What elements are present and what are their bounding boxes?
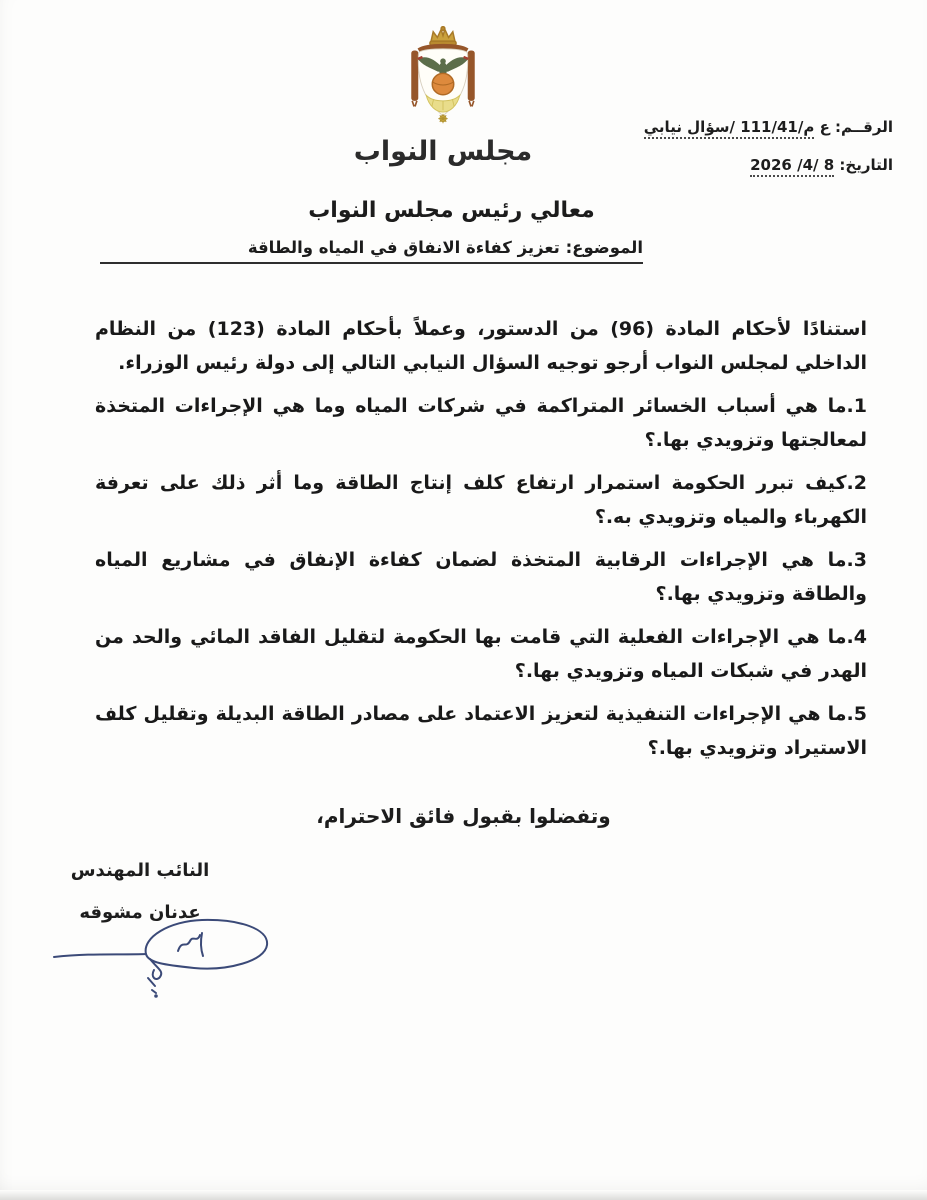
org-calligraphy: مجلس النواب [353, 136, 533, 167]
jordan-crest-icon [387, 26, 499, 144]
ref-date-block [644, 116, 893, 176]
signer-name: عدنان مشوقه [79, 902, 201, 923]
closing-salutation: وتفضلوا بقبول فائق الاحترام، [316, 804, 611, 828]
scan-edge-shadow [0, 1190, 927, 1200]
signature-scribble-icon [50, 912, 340, 1004]
date-value: 8 /4/ 2026 [750, 156, 834, 177]
subject-line: الموضوع: تعزيز كفاءة الانفاق في المياه والطاقة [100, 238, 643, 264]
letter-body [95, 312, 867, 774]
date-label: التاريخ: [839, 156, 893, 174]
question-item: 4.ما هي الإجراءات الفعلية التي قامت بها الحكومة لتقليل الفاقد المائي والحد من الهدر في شبكات المياه وتزويدي بها.؟ [95, 626, 867, 682]
question-item: 2.كيف تبرر الحكومة استمرار ارتفاع كلف إنتاج الطاقة وما أثر ذلك على تعرفة الكهرباء والمياه وتزويدي به.؟ [95, 472, 867, 528]
question-item: 1.ما هي أسباب الخسائر المتراكمة في شركات المياه وما هي الإجراءات المتخذة لمعالجتها وتزويدي بها.؟ [95, 395, 867, 451]
question-item: 5.ما هي الإجراءات التنفيذية لتعزيز الاعتماد على مصادر الطاقة البديلة وتقليل كلف الاستيراد وتزويدي بها.؟ [95, 703, 867, 759]
reference-value: م/111/41 /سؤال نيابي [644, 118, 815, 139]
question-item: 3.ما هي الإجراءات الرقابية المتخذة لضمان كفاءة الإنفاق في مشاريع المياه والطاقة وتزويدي بها.؟ [95, 549, 867, 605]
handwritten-signature [50, 912, 340, 1008]
reference-label: الرقــم: ع [819, 118, 893, 136]
signer-title: النائب المهندس [70, 860, 210, 881]
emblem-block [387, 26, 499, 148]
reference-number-line [644, 116, 893, 138]
opening-paragraph: استنادًا لأحكام المادة (96) من الدستور، وعملاً بأحكام المادة (123) من النظام الداخلي لمجلس النواب أرجو توجيه السؤال النيابي التالي إلى دولة رئيس الوزراء. [95, 318, 868, 374]
date-line [644, 154, 893, 176]
addressee-heading: معالي رئيس مجلس النواب [308, 198, 595, 223]
